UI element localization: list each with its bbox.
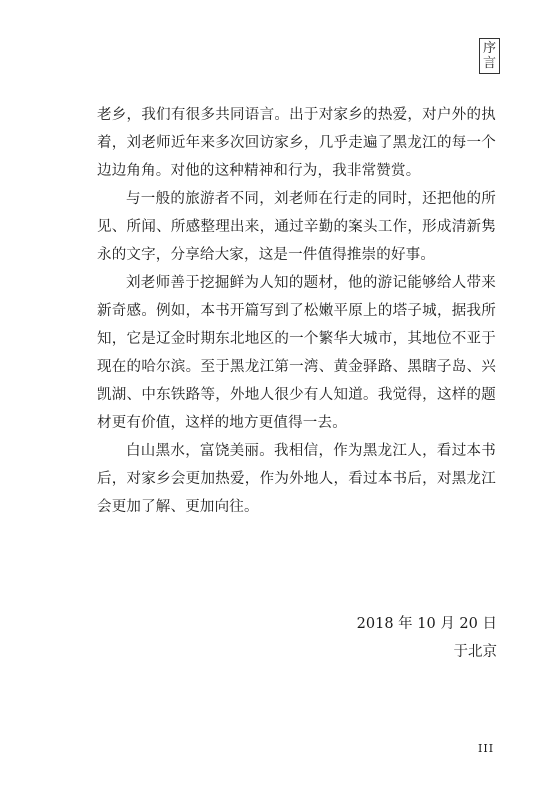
section-tab-char-2: 言 <box>482 56 496 71</box>
paragraph: 与一般的旅游者不同，刘老师在行走的同时，还把他的所见、所闻、所感整理出来，通过辛勤的案头工作，形成清新隽永的文字，分享给大家，这是一件值得推崇的好事。 <box>97 191 496 263</box>
paragraph-continued: 老乡，我们有很多共同语言。出于对家乡的热爱，对户外的执着，刘老师近年来多次回访家乡，几乎走遍了黑龙江的每一个边边角角。对他的这种精神和行为，我非常赞赏。 <box>97 107 496 179</box>
paragraph: 白山黑水，富饶美丽。我相信，作为黑龙江人，看过本书后，对家乡会更加热爱，作为外地人，看过本书后，对黑龙江会更加了解、更加向往。 <box>97 443 496 515</box>
signature-block <box>357 610 497 666</box>
page-number: III <box>478 742 495 755</box>
body-text <box>97 101 496 521</box>
paragraph: 刘老师善于挖掘鲜为人知的题材，他的游记能够给人带来新奇感。例如，本书开篇写到了松嫩平原上的塔子城，据我所知，它是辽金时期东北地区的一个繁华大城市，其地位不亚于现在的哈尔滨。至于黑龙江第一湾、黄金驿路、黑瞎子岛、兴凯湖、中东铁路等，外地人很少有人知道。我觉得，这样的题材更有价值，这样的地方更值得一去。 <box>97 275 496 431</box>
section-tab-preface <box>479 38 500 74</box>
section-tab-char-1: 序 <box>482 41 496 56</box>
signature-place: 于北京 <box>453 644 497 660</box>
signature-date: 2018 年 10 月 20 日 <box>356 616 497 632</box>
